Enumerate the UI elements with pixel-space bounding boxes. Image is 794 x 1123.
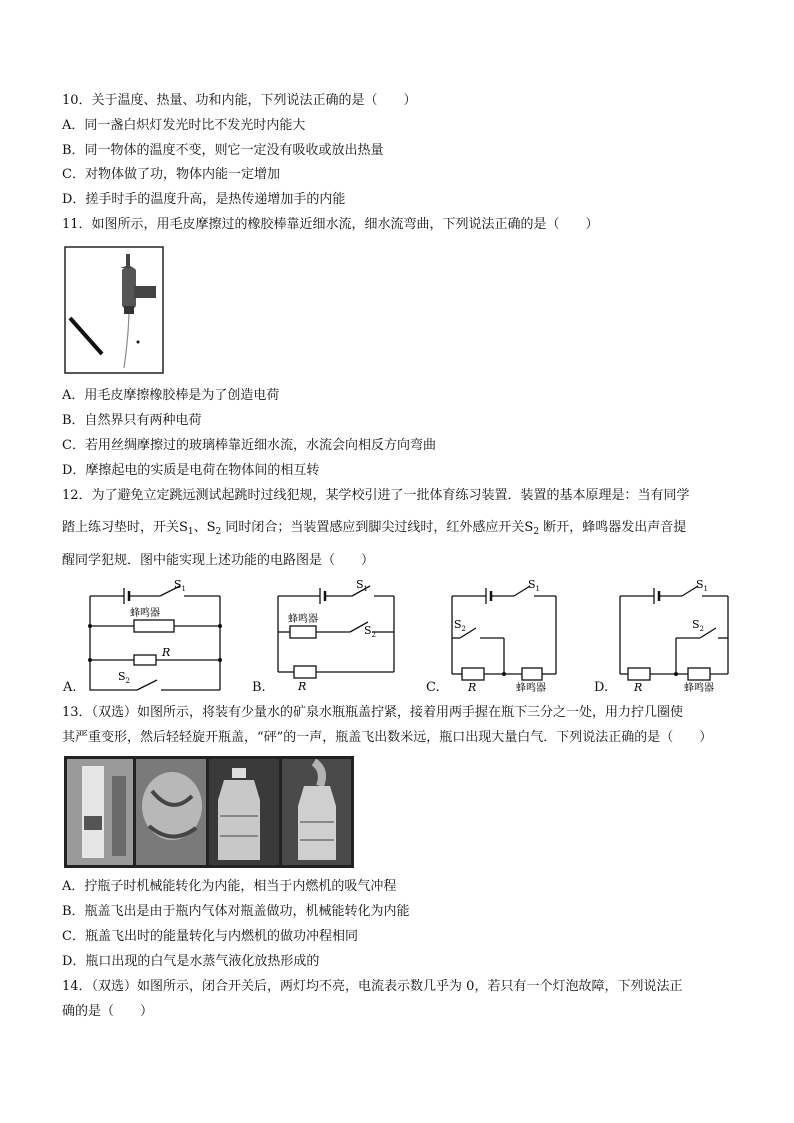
q11-option-a: A．用毛皮摩擦橡胶棒是为了创造电荷 <box>62 388 280 403</box>
circuit-c-r-label: R <box>468 681 477 694</box>
q11-option-b: B．自然界只有两种电荷 <box>62 413 202 428</box>
circuit-a-letter: A. <box>63 680 77 695</box>
bottle-photos <box>64 756 354 868</box>
q12-line1: 12．为了避免立定跳远测试起跳时过线犯规，某学校引进了一批体育练习装置．装置的基本原理是：当有同学 <box>62 488 690 503</box>
q14-line1: 14．（双选）如图所示，闭合开关后，两灯均不亮，电流表示数几乎为 0，若只有一个灯泡故障，下列说法正 <box>62 979 683 994</box>
circuit-d-s2-label: $S_2$ <box>692 618 705 633</box>
circuit-a-s2-label: $S_2$ <box>118 670 131 685</box>
faucet-figure <box>64 246 164 374</box>
circuit-b-letter: B. <box>252 680 266 695</box>
circuit-b-s1-label: $S_1$ <box>356 578 369 593</box>
q10-option-a: A．同一盏白炽灯发光时比不发光时内能大 <box>62 118 306 133</box>
q10-option-b: B．同一物体的温度不变，则它一定没有吸收或放出热量 <box>62 143 384 158</box>
circuit-a-r-label: R <box>162 646 171 659</box>
circuit-d-letter: D. <box>594 680 609 695</box>
circuit-c-letter: C. <box>426 680 440 695</box>
q13-option-a: A．拧瓶子时机械能转化为内能，相当于内燃机的吸气冲程 <box>62 879 397 894</box>
q11-stem: 11．如图所示，用毛皮摩擦过的橡胶棒靠近细水流，细水流弯曲，下列说法正确的是（ ） <box>62 217 599 232</box>
circuit-c-buzzer-label: 蜂鸣器 <box>516 683 546 694</box>
q12-line2: 踏上练习垫时，开关$S_1$、$S_2$ 同时闭合；当装置感应到脚尖过线时，红外感应开关$S_2$ 断开，蜂鸣器发出声音提 <box>62 520 687 537</box>
circuit-d <box>612 578 736 694</box>
q11-option-c: C．若用丝绸摩擦过的玻璃棒靠近细水流，水流会向相反方向弯曲 <box>62 438 436 453</box>
q12-line3: 醒同学犯规．图中能实现上述功能的电路图是（ ） <box>62 553 375 568</box>
circuit-a-s1-label: $S_1$ <box>174 578 187 593</box>
q13-line1: 13．（双选）如图所示，将装有少量水的矿泉水瓶瓶盖拧紧，接着用两手握在瓶下三分之一处，用力拧几圈使 <box>62 705 684 720</box>
q14-line2: 确的是（ ） <box>62 1004 154 1019</box>
q10-option-d: D．搓手时手的温度升高，是热传递增加手的内能 <box>62 192 346 207</box>
q10-stem: 10．关于温度、热量、功和内能，下列说法正确的是（ ） <box>62 93 417 108</box>
circuit-b <box>270 578 410 694</box>
circuit-b-r-label: R <box>298 680 307 693</box>
circuit-d-buzzer-label: 蜂鸣器 <box>684 683 714 694</box>
circuit-a <box>62 578 232 694</box>
q11-option-d: D．摩擦起电的实质是电荷在物体间的相互转 <box>62 463 320 478</box>
q13-option-c: C．瓶盖飞出时的能量转化与内燃机的做功冲程相同 <box>62 929 358 944</box>
circuit-d-r-label: R <box>634 681 643 694</box>
circuit-c-s2-label: $S_2$ <box>454 618 467 633</box>
circuit-c-s1-label: $S_1$ <box>528 578 541 593</box>
q13-option-d: D．瓶口出现的白气是水蒸气液化放热形成的 <box>62 954 320 969</box>
circuit-b-buzzer-label: 蜂鸣器 <box>288 614 318 625</box>
circuit-d-s1-label: $S_1$ <box>696 578 709 593</box>
circuit-c <box>444 578 568 694</box>
circuit-b-s2-label: $S_2$ <box>364 624 377 639</box>
circuit-a-buzzer-label: 蜂鸣器 <box>130 608 160 619</box>
q13-line2: 其严重变形，然后轻轻旋开瓶盖，“砰”的一声，瓶盖飞出数米远，瓶口出现大量白气．下列说法正确的是（ ） <box>62 730 713 745</box>
q13-option-b: B．瓶盖飞出是由于瓶内气体对瓶盖做功，机械能转化为内能 <box>62 904 410 919</box>
q10-option-c: C．对物体做了功，物体内能一定增加 <box>62 167 280 182</box>
